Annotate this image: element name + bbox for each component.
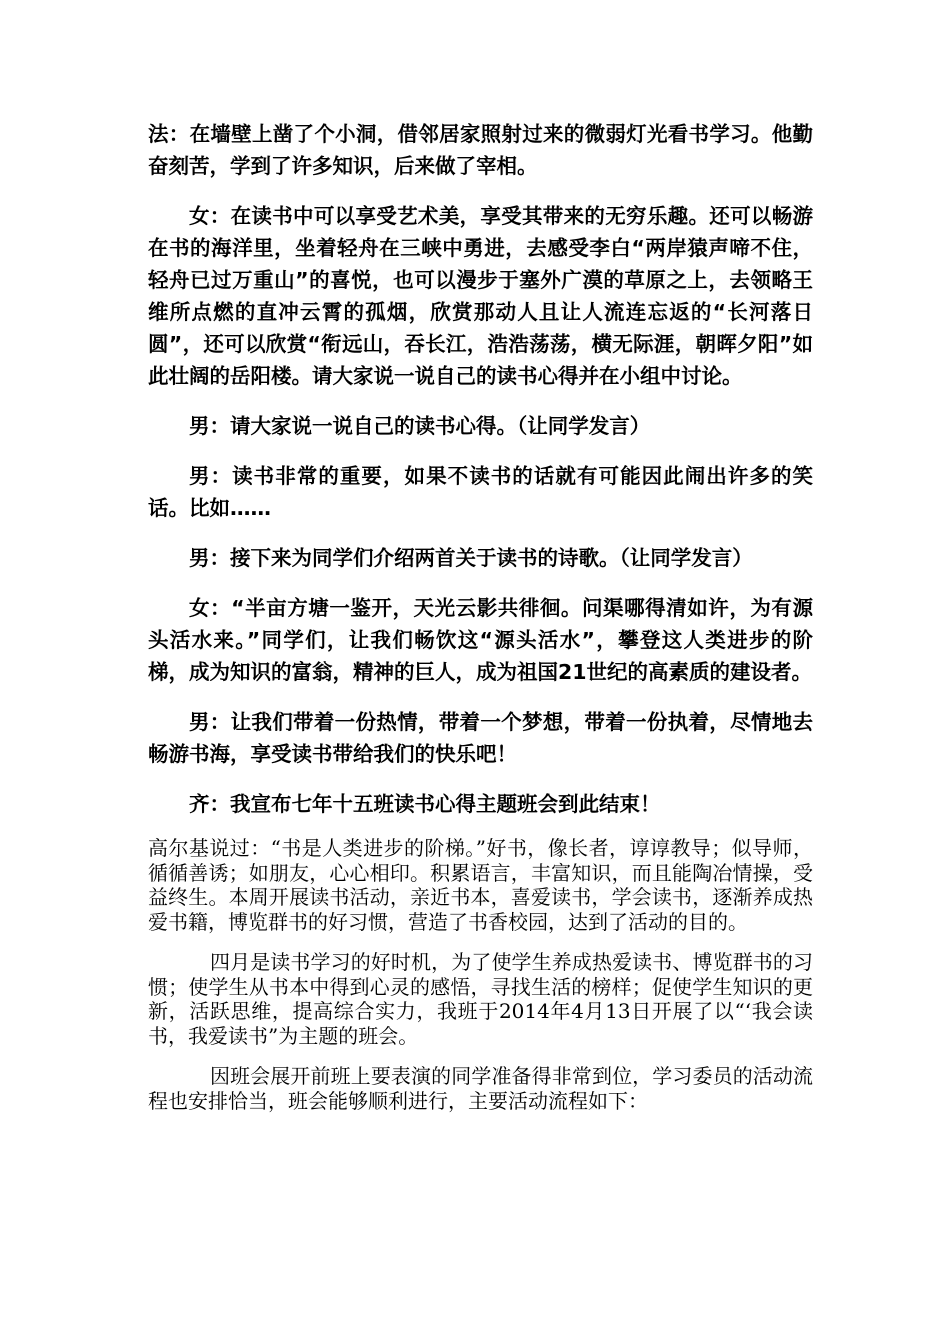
- paragraph-april-meeting: 四月是读书学习的好时机，为了使学生养成热爱读书、博览群书的习惯；使学生从书本中得到心灵的感悟，寻找生活的榜样；促使学生知识的更新，活跃思维，提高综合实力，我班于2014年4月13日开展了以“‘我会读书，我爱读书”为主题的班会。: [148, 950, 813, 1048]
- paragraph-male-reading-importance: 男：读书非常的重要，如果不读书的话就有可能因此闹出许多的笑话。比如……: [148, 464, 813, 520]
- paragraph-gorky-quote: 高尔基说过：“书是人类进步的阶梯。”好书，像长者，谆谆教导；似导师，循循善诱；如朋友，心心相印。积累语言，丰富知识，而且能陶冶情操，受益终生。本周开展读书活动，亲近书本，喜爱读书，学会读书，逐渐养成热爱书籍，博览群书的好习惯，营造了书香校园，达到了活动的目的。: [148, 836, 813, 934]
- paragraph-activity-flow: 因班会展开前班上要表演的同学准备得非常到位，学习委员的活动流程也安排恰当，班会能够顺利进行，主要活动流程如下：: [148, 1064, 813, 1113]
- paragraph-male-poems: 男：接下来为同学们介绍两首关于读书的诗歌。（让同学发言）: [189, 546, 753, 570]
- paragraph-male-share-experience: 男：请大家说一说自己的读书心得。（让同学发言）: [189, 414, 651, 438]
- paragraph-female-poem: 女：“半亩方塘一鉴开，天光云影共徘徊。问渠哪得清如许，为有源头活水来。”同学们，让我们畅饮这“源头活水”，攀登这人类进步的阶梯，成为知识的富翁，精神的巨人，成为祖国21世纪的高素质的建设者。: [148, 596, 813, 684]
- document-page: [148, 118, 813, 1113]
- paragraph-female-reading-joy: 女：在读书中可以享受艺术美，享受其带来的无穷乐趣。还可以畅游在书的海洋里，坐着轻舟在三峡中勇进，去感受李白“两岸猿声啼不住，轻舟已过万重山”的喜悦，也可以漫步于塞外广漠的草原之上，去领略王维所点燃的直冲云霄的孤烟，欣赏那动人且让人流连忘返的“长河落日圆”，还可以欣赏“衔远山，吞长江，浩浩荡荡，横无际涯，朝晖夕阳”如此壮阔的岳阳楼。请大家说一说自己的读书心得并在小组中讨论。: [148, 204, 813, 388]
- paragraph-xiangheng-story: 法：在墙壁上凿了个小洞，借邻居家照射过来的微弱灯光看书学习。他勤奋刻苦，学到了许多知识，后来做了宰相。: [148, 122, 813, 178]
- paragraph-all-conclusion: 齐：我宣布七年十五班读书心得主题班会到此结束！: [189, 792, 661, 816]
- paragraph-male-closing: 男：让我们带着一份热情，带着一个梦想，带着一份执着，尽情地去畅游书海，享受读书带给我们的快乐吧！: [148, 710, 813, 766]
